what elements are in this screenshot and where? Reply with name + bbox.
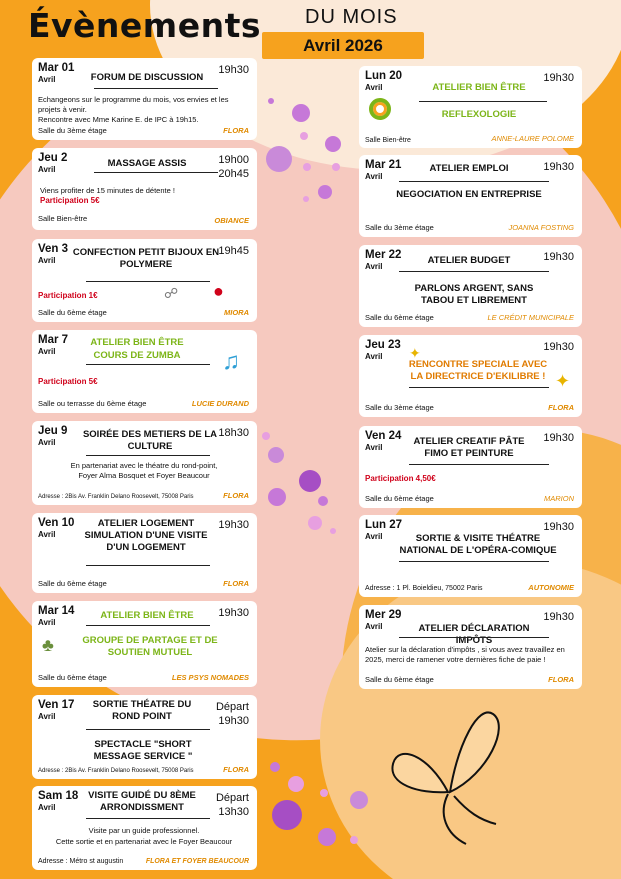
- event-title: ATELIER LOGEMENT SIMULATION D'UNE VISITE D'UN LOGEMENT: [84, 518, 208, 553]
- event-price: Participation 5€: [40, 196, 100, 205]
- event-venue: Adresse : 2Bis Av. Franklin Delano Roosevelt, 75008 Paris: [38, 494, 194, 500]
- event-month: Avril: [38, 803, 56, 812]
- event-day: Jeu 9: [38, 425, 68, 437]
- page-title: Évènements: [28, 6, 261, 45]
- event-month: Avril: [365, 443, 383, 452]
- event-card-ven3[interactable]: [32, 239, 257, 322]
- event-month: Avril: [38, 712, 56, 721]
- event-time: 19h30: [543, 432, 574, 444]
- event-title: ATELIER BIEN ÊTRE: [432, 82, 526, 93]
- heart-wings-icon: [388, 704, 514, 854]
- event-card-jeu23[interactable]: [359, 335, 582, 417]
- event-month: Avril: [365, 352, 383, 361]
- event-subtitle: GROUPE DE PARTAGE ET DE SOUTIEN MUTUEL: [82, 635, 218, 658]
- event-title: MASSAGE ASSIS: [107, 158, 187, 169]
- event-desc: Cette sortie et en partenariat avec le Foyer Beaucour: [55, 837, 233, 846]
- event-title: SOIRÉE DES METIERS DE LA CULTURE: [82, 429, 218, 452]
- event-day: Mar 01: [38, 62, 75, 74]
- event-time: 19h30: [543, 161, 574, 173]
- event-month: Avril: [38, 618, 56, 627]
- event-month: Avril: [365, 172, 383, 181]
- event-card-ven10[interactable]: [32, 513, 257, 593]
- event-card-ven24[interactable]: [359, 426, 582, 508]
- event-organizer: FLORA: [223, 491, 249, 500]
- leaf-spiral-icon: [369, 98, 391, 120]
- event-month: Avril: [365, 83, 383, 92]
- event-day: Sam 18: [38, 790, 79, 802]
- earrings-icon: ☍: [164, 285, 179, 301]
- cherry-icon: ●: [213, 281, 224, 301]
- event-title: ATELIER BIEN ÊTRE: [100, 610, 194, 621]
- event-venue: Salle du 6ème étage: [38, 579, 107, 588]
- event-organizer: OBIANCE: [214, 216, 249, 225]
- event-organizer: AUTONOMIE: [528, 583, 574, 592]
- event-organizer: ANNE-LAURE POLOME: [491, 134, 574, 143]
- event-day: Jeu 23: [365, 339, 401, 351]
- sparkle-icon: ✦: [555, 371, 571, 391]
- event-time: 19h45: [218, 245, 249, 257]
- event-day: Ven 10: [38, 517, 75, 529]
- event-venue: Salle du 6ème étage: [365, 313, 434, 322]
- event-month: Avril: [365, 532, 383, 541]
- event-title: VISITE GUIDÉ DU 8ÈME ARRONDISSMENT: [88, 790, 196, 813]
- event-organizer: LES PSYS NOMADES: [171, 673, 249, 682]
- event-subtitle: NEGOCIATION EN ENTREPRISE: [396, 189, 542, 200]
- event-day: Lun 20: [365, 70, 403, 82]
- event-title: ATELIER DÉCLARATION IMPÔTS: [418, 623, 530, 646]
- event-title: SORTIE & VISITE THÉATRE NATIONAL DE L'OPÉRA-COMIQUE: [399, 533, 557, 556]
- event-card-mer22[interactable]: [359, 245, 582, 327]
- event-time: 19h30: [543, 72, 574, 84]
- event-organizer: FLORA: [223, 579, 249, 588]
- event-title: ATELIER EMPLOI: [429, 163, 509, 174]
- event-subtitle: REFLEXOLOGIE: [441, 109, 517, 120]
- event-venue: Salle du 3ème étage: [365, 403, 434, 412]
- event-desc: Viens profiter de 15 minutes de détente !: [40, 186, 175, 195]
- event-day: Lun 27: [365, 519, 403, 531]
- event-month: Avril: [38, 256, 56, 265]
- event-time: 19h30: [543, 251, 574, 263]
- event-venue: Salle du 6ème étage: [365, 494, 434, 503]
- event-card-lun27[interactable]: [359, 515, 582, 597]
- event-subtitle: COURS DE ZUMBA: [93, 350, 181, 361]
- event-venue: Salle Bien-être: [365, 137, 411, 144]
- event-price: Participation 5€: [38, 377, 98, 386]
- month-badge: Avril 2026: [262, 32, 424, 59]
- event-month: Avril: [38, 347, 56, 356]
- event-day: Mar 14: [38, 605, 75, 617]
- event-month: Avril: [38, 530, 56, 539]
- event-day: Mar 7: [38, 334, 69, 346]
- event-organizer: LUCIE DURAND: [191, 399, 249, 408]
- event-desc: Foyer Alma Bosquet et Foyer Beaucour: [78, 471, 210, 480]
- event-day: Ven 24: [365, 430, 402, 442]
- event-desc: Rencontre avec Mme Karine E. de IPC à 19h15.: [38, 115, 199, 124]
- event-time: Départ 19h30: [215, 701, 249, 727]
- event-card-sam18[interactable]: [32, 786, 257, 870]
- event-time: 19h30: [218, 607, 249, 619]
- event-month: Avril: [38, 165, 56, 174]
- event-card-mer29[interactable]: [359, 605, 582, 689]
- event-venue: Adresse : Métro st augustin: [38, 858, 124, 865]
- event-title: ATELIER BUDGET: [427, 255, 511, 266]
- event-venue: Salle du 3ème étage: [38, 126, 107, 135]
- event-card-jeu2[interactable]: [32, 148, 257, 230]
- event-organizer: FLORA: [548, 403, 574, 412]
- event-day: Jeu 2: [38, 152, 68, 164]
- event-organizer: MARION: [544, 494, 574, 503]
- page-subtitle: DU MOIS: [305, 6, 398, 28]
- event-day: Mar 21: [365, 159, 402, 171]
- event-title: CONFECTION PETIT BIJOUX EN POLYMERE: [72, 247, 220, 270]
- event-time: 19h30: [218, 64, 249, 76]
- event-organizer: FLORA: [548, 675, 574, 684]
- event-venue: Adresse : 2Bis Av. Franklin Delano Roosevelt, 75008 Paris: [38, 768, 194, 774]
- event-time: Départ 13h30: [215, 792, 249, 818]
- event-title: FORUM DE DISCUSSION: [90, 72, 204, 83]
- event-day: Ven 17: [38, 699, 75, 711]
- event-time: 19h30: [543, 611, 574, 623]
- event-organizer: LE CRÉDIT MUNICIPALE: [487, 313, 574, 322]
- event-month: Avril: [38, 75, 56, 84]
- event-desc: Atelier sur la déclaration d'impôts , si vous avez travaillez en 2025, merci de ramener votre dernières fiche de paie !: [365, 645, 565, 664]
- event-day: Ven 3: [38, 243, 69, 255]
- event-month: Avril: [365, 262, 383, 271]
- event-time: 18h30: [218, 427, 249, 439]
- event-title: SORTIE THÉATRE DU ROND POINT: [92, 699, 192, 722]
- event-venue: Salle Bien-être: [38, 214, 88, 223]
- event-time: 19h00 20h45: [218, 154, 249, 180]
- event-card-lun20[interactable]: [359, 66, 582, 148]
- event-venue: Salle du 6ème étage: [38, 308, 107, 317]
- event-month: Avril: [365, 622, 383, 631]
- event-desc: En partenariat avec le théatre du rond-point,: [70, 461, 218, 470]
- event-price: Participation 4,50€: [365, 474, 436, 483]
- event-desc: Echangeons sur le programme du mois, vos envies et les projets à venir.: [38, 95, 229, 114]
- event-card-jeu9[interactable]: [32, 421, 257, 505]
- event-card-mar21[interactable]: [359, 155, 582, 237]
- dancer-icon: ♫: [222, 348, 240, 375]
- event-organizer: MIORA: [224, 308, 249, 317]
- event-subtitle: SPECTACLE "SHORT MESSAGE SERVICE ": [93, 739, 193, 762]
- event-time: 19h30: [543, 521, 574, 533]
- event-title: RENCONTRE SPECIALE AVEC LA DIRECTRICE D'EKILIBRE !: [408, 359, 548, 382]
- event-card-mar01[interactable]: [32, 58, 257, 140]
- event-organizer: FLORA: [223, 765, 249, 774]
- event-day: Mer 29: [365, 609, 402, 621]
- event-venue: Salle du 3ème étage: [365, 223, 434, 232]
- event-card-mar14[interactable]: [32, 601, 257, 687]
- event-price: Participation 1€: [38, 291, 98, 300]
- event-organizer: FLORA ET FOYER BEAUCOUR: [145, 858, 249, 865]
- event-title: ATELIER BIEN ÊTRE: [90, 337, 184, 348]
- event-venue: Adresse : 1 Pl. Boieldieu, 75002 Paris: [365, 585, 483, 592]
- event-organizer: JOANNA FOSTING: [508, 223, 574, 232]
- event-title: ATELIER CREATIF PÂTE FIMO ET PEINTURE: [413, 436, 525, 459]
- event-time: 19h30: [543, 341, 574, 353]
- event-time: 19h30: [218, 519, 249, 531]
- sparkle-icon: ✦: [409, 345, 421, 361]
- event-venue: Salle ou terrasse du 6ème étage: [38, 399, 147, 408]
- event-venue: Salle du 6ème étage: [38, 673, 107, 682]
- event-card-ven17[interactable]: [32, 695, 257, 779]
- group-icon: ♣: [42, 635, 54, 655]
- event-desc: Visite par un guide professionnel.: [88, 826, 200, 835]
- event-organizer: FLORA: [223, 126, 249, 135]
- event-venue: Salle du 6ème étage: [365, 675, 434, 684]
- event-month: Avril: [38, 438, 56, 447]
- event-day: Mer 22: [365, 249, 402, 261]
- event-card-mar7[interactable]: [32, 330, 257, 413]
- event-subtitle: PARLONS ARGENT, SANS TABOU ET LIBREMENT: [414, 283, 534, 306]
